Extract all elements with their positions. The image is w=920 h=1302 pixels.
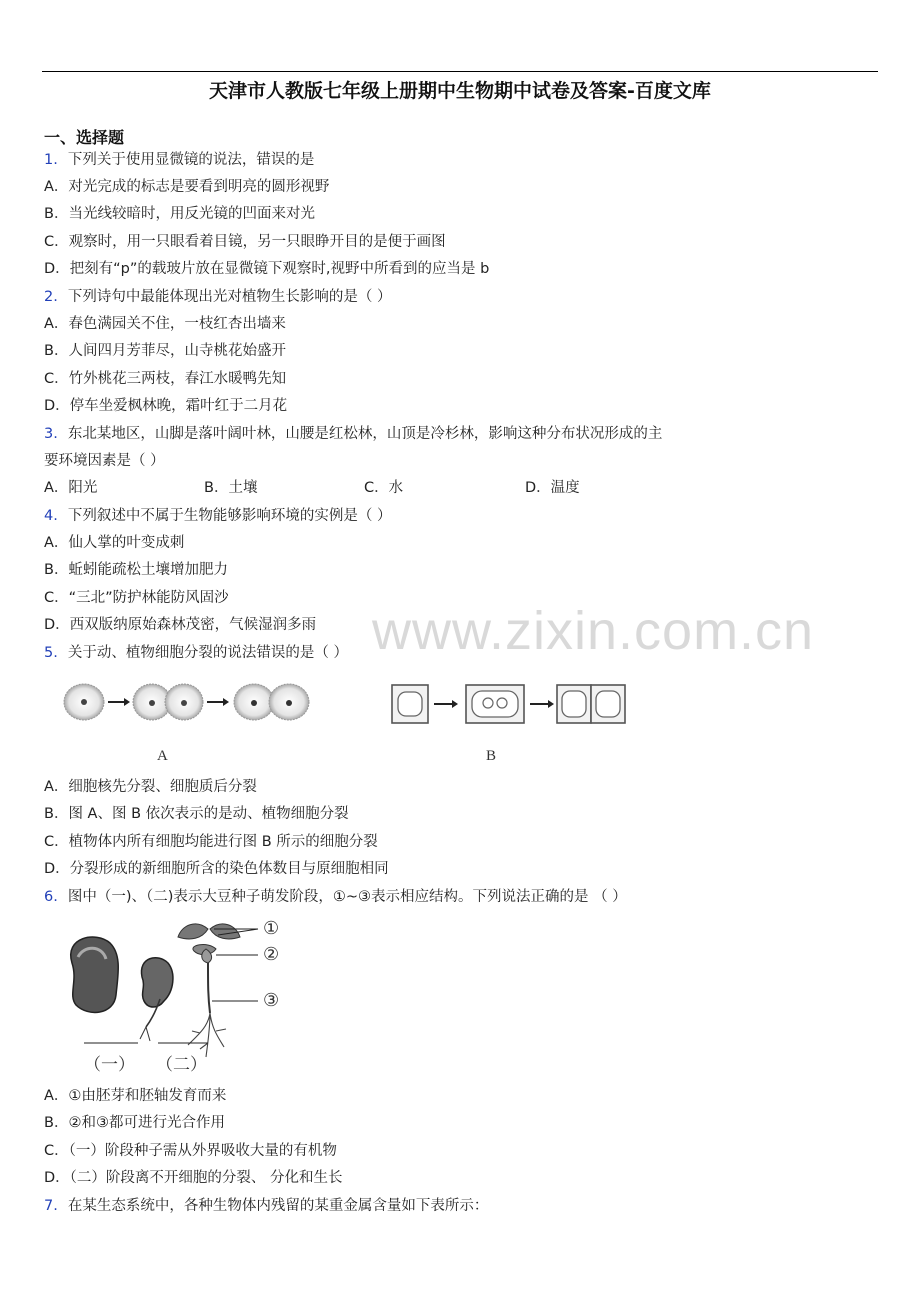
q1-option-c: C．观察时，用一只眼看着目镜，另一只眼睁开目的是便于画图 bbox=[44, 234, 446, 250]
header-rule bbox=[42, 71, 878, 72]
watermark: www.zixin.com.cn bbox=[372, 601, 815, 661]
q5-option-b: B．图 A、图 B 依次表示的是动、植物细胞分裂 bbox=[44, 806, 349, 822]
germinating-seed bbox=[141, 958, 172, 1007]
question-number: 7. bbox=[44, 1198, 58, 1214]
q5-option-a: A．细胞核先分裂、细胞质后分裂 bbox=[44, 779, 257, 795]
q2-option-d: D．停车坐爱枫林晚，霜叶红于二月花 bbox=[44, 398, 288, 414]
stage-2-label: （二） bbox=[156, 1055, 207, 1074]
question-2-stem: 2. 下列诗句中最能体现出光对植物生长影响的是（ ） bbox=[44, 289, 392, 305]
question-number: 6. bbox=[44, 889, 58, 905]
stage-1-label: （一） bbox=[84, 1055, 135, 1074]
q3-option-b: B．土壤 bbox=[204, 480, 258, 496]
label-2: ② bbox=[263, 944, 280, 964]
q4-option-a: A．仙人掌的叶变成刺 bbox=[44, 535, 185, 551]
q6-option-c: C．（一）阶段种子需从外界吸收大量的有机物 bbox=[44, 1143, 337, 1159]
question-number: 1. bbox=[44, 152, 58, 168]
q3-option-c: C．水 bbox=[364, 480, 404, 496]
q5-option-c: C．植物体内所有细胞均能进行图 B 所示的细胞分裂 bbox=[44, 834, 378, 850]
q3-option-d: D．温度 bbox=[525, 480, 580, 496]
q4-option-b: B．蚯蚓能疏松土壤增加肥力 bbox=[44, 562, 228, 578]
section-heading: 一、选择题 bbox=[44, 128, 125, 147]
figure-animal-cell-division bbox=[60, 680, 320, 730]
question-4-stem: 4. 下列叙述中不属于生物能够影响环境的实例是（ ） bbox=[44, 508, 392, 524]
q4-option-d: D．西双版纳原始森林茂密，气候湿润多雨 bbox=[44, 617, 317, 633]
figure-a-label: A bbox=[157, 748, 168, 764]
question-3-stem: 3. 东北某地区，山脚是落叶阔叶林，山腰是红松林，山顶是冷杉林，影响这种分布状况形成的主 bbox=[44, 426, 663, 442]
q6-option-a: A．①由胚芽和胚轴发育而来 bbox=[44, 1088, 227, 1104]
question-5-stem: 5. 关于动、植物细胞分裂的说法错误的是（ ） bbox=[44, 645, 348, 661]
q6-option-b: B．②和③都可进行光合作用 bbox=[44, 1115, 225, 1131]
q6-option-d: D．（二）阶段离不开细胞的分裂、 分化和生长 bbox=[44, 1170, 343, 1186]
q1-option-d: D．把刻有“p”的载玻片放在显微镜下观察时,视野中所看到的应当是 b bbox=[44, 261, 490, 277]
question-6-stem: 6. 图中（一)、（二)表示大豆种子萌发阶段，①~③表示相应结构。下列说法正确的是 （ ） bbox=[44, 889, 627, 905]
question-number: 5. bbox=[44, 645, 58, 661]
q5-option-d: D．分裂形成的新细胞所含的染色体数目与原细胞相同 bbox=[44, 861, 389, 877]
q2-option-c: C．竹外桃花三两枝，春江水暖鸭先知 bbox=[44, 371, 287, 387]
q1-option-b: B．当光线较暗时，用反光镜的凹面来对光 bbox=[44, 206, 315, 222]
question-1-stem: 1. 下列关于使用显微镜的说法，错误的是 bbox=[44, 152, 315, 168]
figure-b-label: B bbox=[486, 748, 497, 764]
page-title: 天津市人教版七年级上册期中生物期中试卷及答案-百度文库 bbox=[209, 80, 711, 102]
question-number: 2. bbox=[44, 289, 58, 305]
question-number: 3. bbox=[44, 426, 58, 442]
label-1: ① bbox=[263, 918, 280, 938]
q2-option-b: B．人间四月芳菲尽，山寺桃花始盛开 bbox=[44, 343, 286, 359]
q2-option-a: A．春色满园关不住，一枝红杏出墙来 bbox=[44, 316, 286, 332]
q4-option-c: C．“三北”防护林能防风固沙 bbox=[44, 590, 229, 606]
question-7-stem: 7. 在某生态系统中，各种生物体内残留的某重金属含量如下表所示： bbox=[44, 1198, 489, 1214]
figure-plant-cell-division bbox=[390, 683, 640, 727]
label-3: ③ bbox=[263, 990, 280, 1010]
question-number: 4. bbox=[44, 508, 58, 524]
question-3-stem-cont: 要环境因素是（ ） bbox=[44, 453, 165, 469]
q1-option-a: A．对光完成的标志是要看到明亮的圆形视野 bbox=[44, 179, 330, 195]
q3-option-a: A．阳光 bbox=[44, 480, 98, 496]
